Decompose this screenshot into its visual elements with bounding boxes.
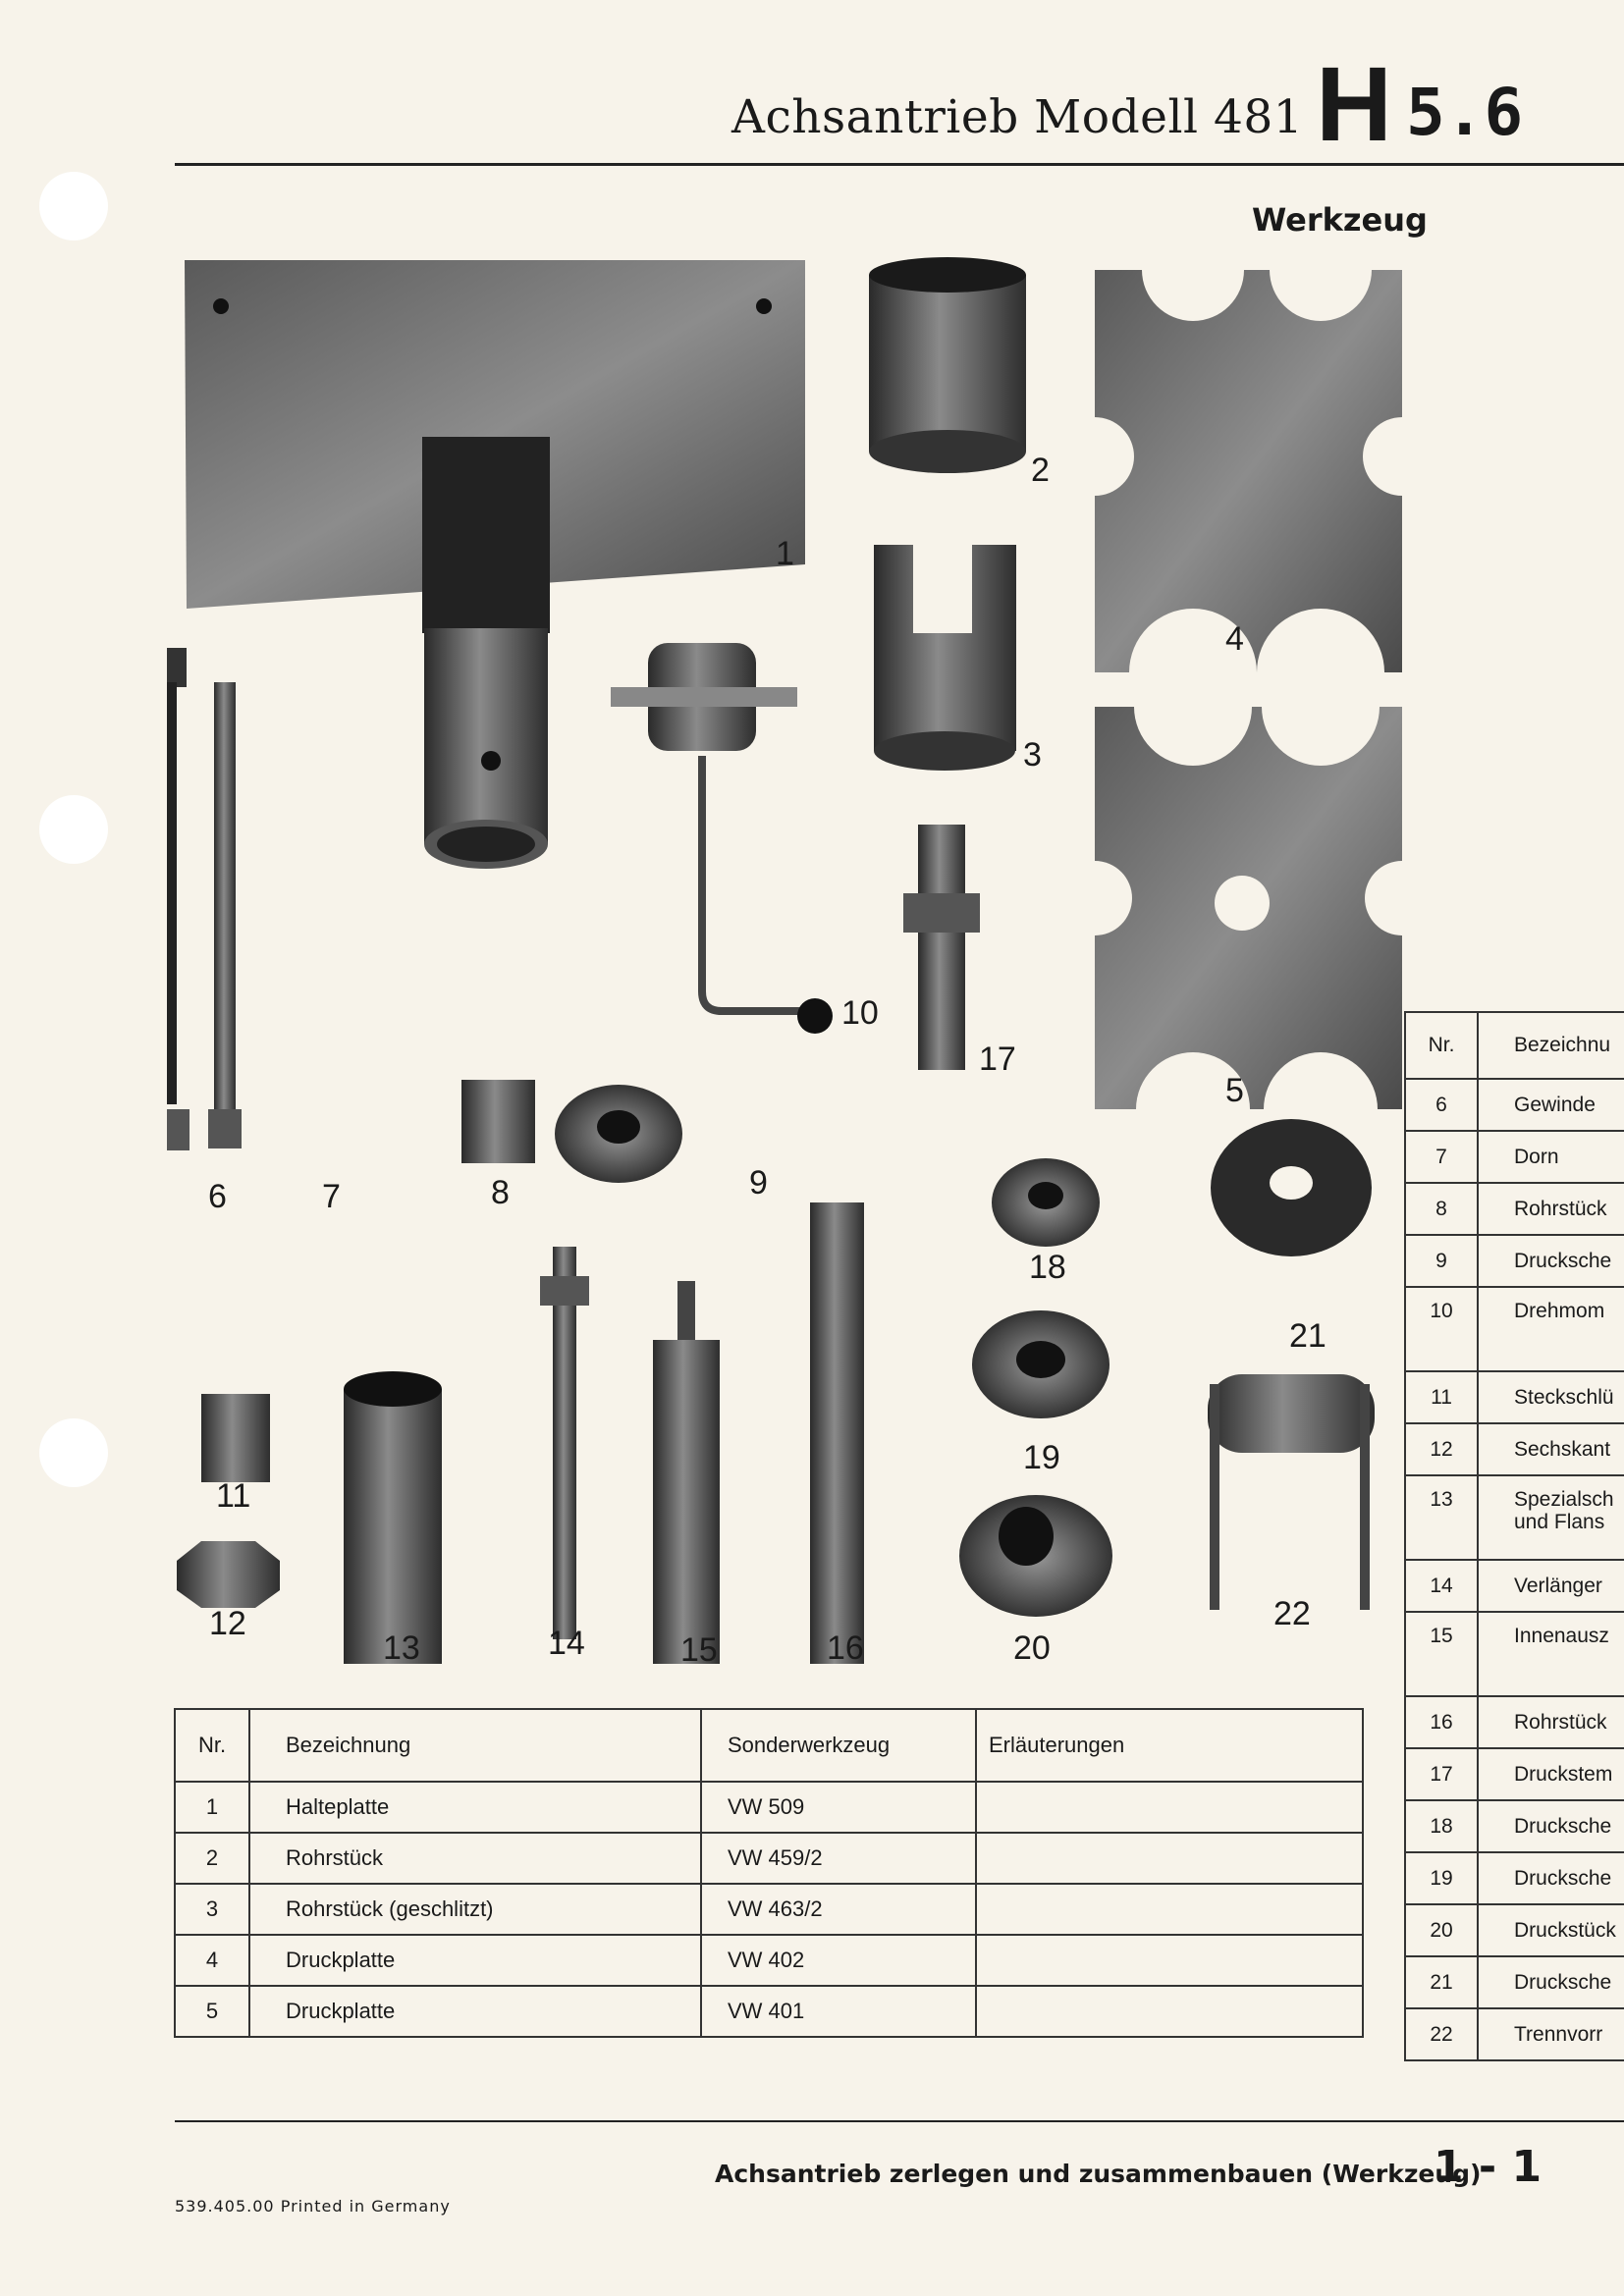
cell-name: Druckplatte: [249, 1986, 701, 2037]
cell-nr: 14: [1405, 1560, 1478, 1612]
tool-13-special-socket: [344, 1371, 442, 1664]
cell-special-tool: VW 402: [701, 1935, 976, 1986]
page-number: 1 - 1: [1434, 2142, 1543, 2192]
table-row: [1405, 2008, 1624, 2060]
figure-label-5: 5: [1225, 1072, 1244, 1109]
cell-name: Rohrstück: [1478, 1696, 1624, 1748]
section-letter: H: [1316, 44, 1392, 163]
cell-notes: [976, 1935, 1363, 1986]
table-row: [175, 1935, 1363, 1986]
cell-nr: 17: [1405, 1748, 1478, 1800]
cell-nr: 7: [1405, 1131, 1478, 1183]
table-row: [1405, 1612, 1624, 1696]
punch-hole: [39, 795, 108, 864]
figure-label-19: 19: [1023, 1439, 1060, 1476]
cell-name: Drucksche: [1478, 1235, 1624, 1287]
section-heading: Werkzeug: [1252, 201, 1428, 239]
table-row: [175, 1884, 1363, 1935]
cell-name: Drucksche: [1478, 1852, 1624, 1904]
figure-label-15: 15: [680, 1631, 718, 1669]
tool-17-pressure-pin: [903, 825, 980, 1070]
cell-nr: 21: [1405, 1956, 1478, 2008]
cell-name: Druckstück: [1478, 1904, 1624, 1956]
tool-20-pressure-piece: [959, 1495, 1112, 1617]
table-row: [1405, 1696, 1624, 1748]
tool-7-mandrel: [208, 682, 242, 1148]
print-info: 539.405.00 Printed in Germany: [175, 2197, 451, 2216]
cell-nr: 13: [1405, 1475, 1478, 1560]
table-row: [1405, 1183, 1624, 1235]
cell-name: Rohrstück: [1478, 1183, 1624, 1235]
cell-name: Steckschlü: [1478, 1371, 1624, 1423]
cell-name: Rohrstück: [249, 1833, 701, 1884]
figure-label-11: 11: [216, 1477, 251, 1515]
tool-16-long-tube: [810, 1202, 864, 1664]
tool-22-separator: [1208, 1374, 1375, 1610]
table-row: [175, 1986, 1363, 2037]
cell-notes: [976, 1782, 1363, 1833]
figure-label-9: 9: [749, 1164, 768, 1201]
punch-hole: [39, 1418, 108, 1487]
tool-1-holding-plate: [185, 260, 805, 869]
table-row: [1405, 1235, 1624, 1287]
header-rule: [175, 163, 1624, 166]
cell-nr: 19: [1405, 1852, 1478, 1904]
col-header-name: Bezeichnung: [249, 1709, 701, 1782]
footer-title: Achsantrieb zerlegen und zusammenbauen (Werkzeug): [715, 2160, 1482, 2188]
figure-label-8: 8: [491, 1174, 510, 1211]
figure-label-18: 18: [1029, 1249, 1066, 1286]
figure-label-3: 3: [1023, 736, 1042, 774]
cell-name: Halteplatte: [249, 1782, 701, 1833]
cell-nr: 16: [1405, 1696, 1478, 1748]
figure-label-2: 2: [1031, 452, 1050, 489]
table-row: [1405, 1852, 1624, 1904]
table-row: [1405, 1371, 1624, 1423]
cell-special-tool: VW 459/2: [701, 1833, 976, 1884]
cell-nr: 3: [175, 1884, 249, 1935]
tool-19-pressure-disc: [972, 1310, 1110, 1418]
tool-12-hex-socket: [177, 1541, 280, 1608]
table-row: [1405, 1423, 1624, 1475]
tool-4-pressure-plate: [1056, 245, 1414, 736]
table-row: [1405, 1956, 1624, 2008]
table-row: [1405, 1079, 1624, 1131]
cell-name: Druckplatte: [249, 1935, 701, 1986]
cell-nr: 11: [1405, 1371, 1478, 1423]
tool-14-extension: [540, 1247, 589, 1639]
col-header-special-tool: Sonderwerkzeug: [701, 1709, 976, 1782]
cell-nr: 18: [1405, 1800, 1478, 1852]
page-title: Achsantrieb Modell 481: [731, 90, 1304, 144]
figure-label-22: 22: [1273, 1595, 1311, 1632]
figure-label-17: 17: [979, 1041, 1016, 1078]
footer-rule: [175, 2120, 1624, 2122]
cell-nr: 5: [175, 1986, 249, 2037]
cell-name: Drucksche: [1478, 1800, 1624, 1852]
table-row: [1405, 1800, 1624, 1852]
cell-name: Rohrstück (geschlitzt): [249, 1884, 701, 1935]
table-row: [1405, 1560, 1624, 1612]
table-row: [1405, 1748, 1624, 1800]
figure-label-1: 1: [776, 535, 794, 572]
table-row: [1405, 1475, 1624, 1560]
punch-hole: [39, 172, 108, 240]
cell-name: Verlänger: [1478, 1560, 1624, 1612]
tools-table-continued: [1404, 1011, 1624, 2061]
tool-9-pressure-disc: [555, 1085, 682, 1183]
tool-11-socket: [201, 1394, 270, 1482]
cell-nr: 15: [1405, 1612, 1478, 1696]
section-number: 5.6: [1406, 75, 1524, 150]
figure-label-10: 10: [841, 994, 879, 1032]
cell-nr: 20: [1405, 1904, 1478, 1956]
figure-label-7: 7: [322, 1178, 341, 1215]
cell-name: Drehmom: [1478, 1287, 1624, 1371]
figure-label-14: 14: [548, 1625, 585, 1662]
cell-nr: 4: [175, 1935, 249, 1986]
tool-6-threaded-spindle: [167, 648, 189, 1150]
cell-name: Sechskant: [1478, 1423, 1624, 1475]
figure-label-16: 16: [827, 1629, 864, 1667]
figure-label-20: 20: [1013, 1629, 1051, 1667]
table-row: [175, 1782, 1363, 1833]
cell-name: Trennvorr: [1478, 2008, 1624, 2060]
figure-label-4: 4: [1225, 620, 1244, 658]
cell-special-tool: VW 509: [701, 1782, 976, 1833]
tool-18-pressure-disc: [992, 1158, 1100, 1247]
tool-photo: [167, 245, 1414, 1664]
cell-name: Druckstem: [1478, 1748, 1624, 1800]
table-row: [1405, 1131, 1624, 1183]
tool-15-inner-puller: [653, 1281, 720, 1664]
cell-name: Dorn: [1478, 1131, 1624, 1183]
cell-notes: [976, 1884, 1363, 1935]
col-header-nr: Nr.: [175, 1709, 249, 1782]
tool-21-pressure-disc: [1211, 1119, 1372, 1256]
cell-name: Spezialsch und Flans: [1478, 1475, 1624, 1560]
table-row: [1405, 1904, 1624, 1956]
figure-label-21: 21: [1289, 1317, 1326, 1355]
figure-label-13: 13: [383, 1629, 420, 1667]
cell-nr: 2: [175, 1833, 249, 1884]
table-row: [1405, 1287, 1624, 1371]
col-header-notes: Erläuterungen: [976, 1709, 1363, 1782]
cell-name: Innenausz: [1478, 1612, 1624, 1696]
figure-label-12: 12: [209, 1605, 246, 1642]
tool-3-slotted-tube: [874, 540, 1016, 771]
cell-notes: [976, 1833, 1363, 1884]
cell-special-tool: VW 463/2: [701, 1884, 976, 1935]
cell-special-tool: VW 401: [701, 1986, 976, 2037]
cell-nr: 9: [1405, 1235, 1478, 1287]
cell-nr: 6: [1405, 1079, 1478, 1131]
cell-nr: 8: [1405, 1183, 1478, 1235]
table-row: [175, 1833, 1363, 1884]
cell-nr: 22: [1405, 2008, 1478, 2060]
cell-nr: 10: [1405, 1287, 1478, 1371]
col-header-name: Bezeichnu: [1478, 1012, 1624, 1079]
table-header-row: [175, 1709, 1363, 1782]
cell-name: Drucksche: [1478, 1956, 1624, 2008]
tool-10-torque-tool: [611, 643, 833, 1034]
cell-name: Gewinde: [1478, 1079, 1624, 1131]
cell-nr: 1: [175, 1782, 249, 1833]
table-header-row: [1405, 1012, 1624, 1079]
tools-table: [174, 1708, 1364, 2038]
figure-label-6: 6: [208, 1178, 227, 1215]
tool-8-small-tube: [461, 1080, 535, 1163]
cell-notes: [976, 1986, 1363, 2037]
cell-nr: 12: [1405, 1423, 1478, 1475]
col-header-nr: Nr.: [1405, 1012, 1478, 1079]
tool-2-tube: [869, 257, 1026, 473]
